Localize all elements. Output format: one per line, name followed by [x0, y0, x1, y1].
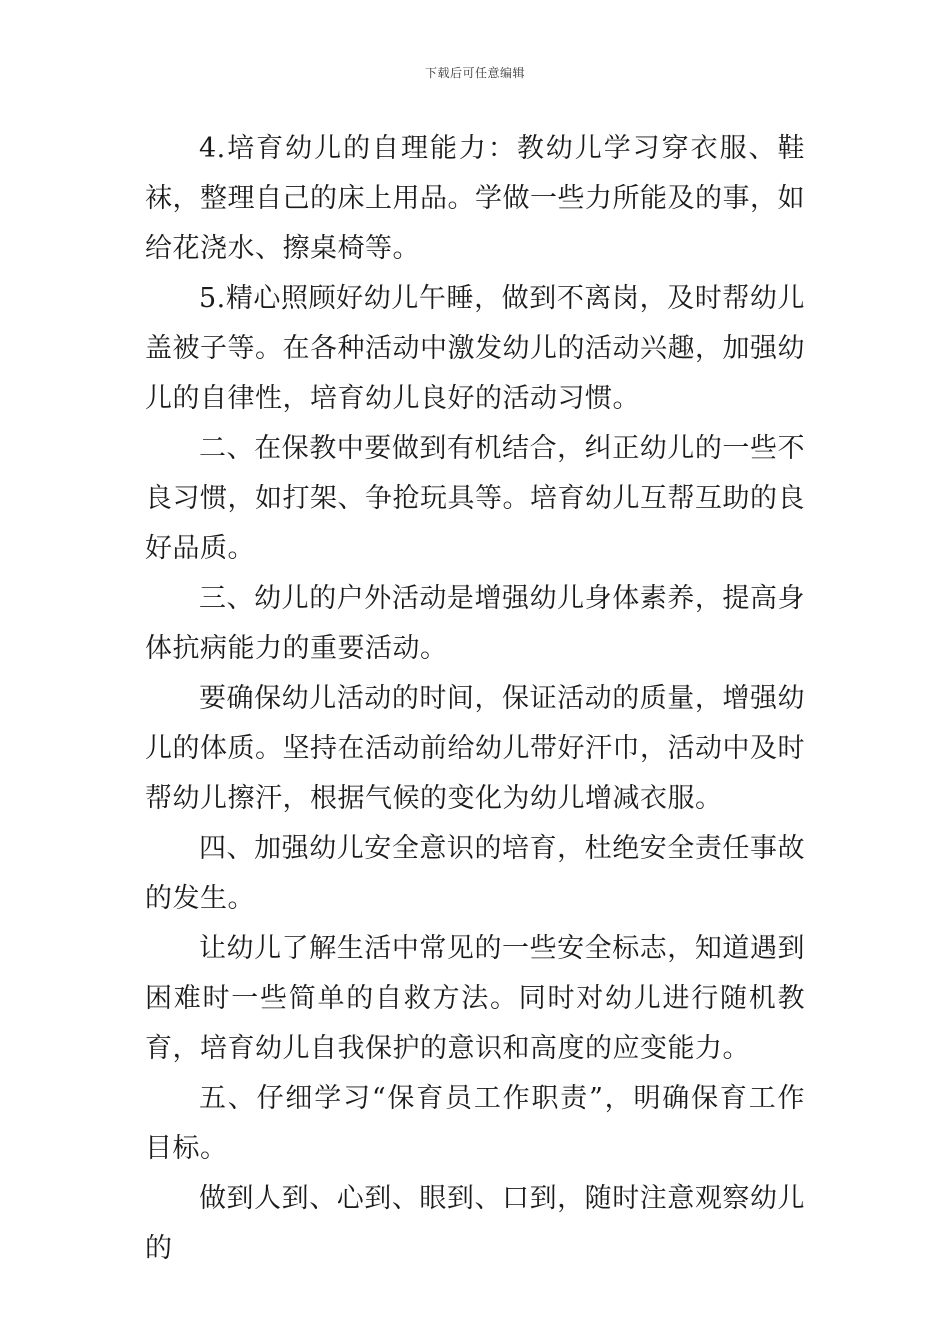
paragraph-activity-time: 要确保幼儿活动的时间，保证活动的质量，增强幼儿的体质。坚持在活动前给幼儿带好汗巾，活动中及时帮幼儿擦汗，根据气候的变化为幼儿增减衣服。 [145, 683, 805, 814]
document-body [145, 124, 805, 1274]
page-header: 下载后可任意编辑 [424, 66, 525, 80]
paragraph-section-five: 五、仔细学习“保育员工作职责”，明确保育工作目标。 [145, 1083, 805, 1164]
paragraph-section-three: 三、幼儿的户外活动是增强幼儿身体素养，提高身体抗病能力的重要活动。 [145, 583, 805, 664]
paragraph-self-care: 4.培育幼儿的自理能力：教幼儿学习穿衣服、鞋袜，整理自己的床上用品。学做一些力所能及的事，如给花浇水、擦桌椅等。 [145, 133, 805, 264]
paragraph-section-four: 四、加强幼儿安全意识的培育，杜绝安全责任事故的发生。 [145, 833, 805, 914]
paragraph-safety-signs: 让幼儿了解生活中常见的一些安全标志，知道遇到困难时一些简单的自救方法。同时对幼儿进行随机教育，培育幼儿自我保护的意识和高度的应变能力。 [145, 933, 805, 1064]
paragraph-nap-care: 5.精心照顾好幼儿午睡，做到不离岗，及时帮幼儿盖被子等。在各种活动中激发幼儿的活动兴趣，加强幼儿的自律性，培育幼儿良好的活动习惯。 [145, 283, 805, 414]
paragraph-observation: 做到人到、心到、眼到、口到，随时注意观察幼儿的 [145, 1183, 805, 1264]
paragraph-section-two: 二、在保教中要做到有机结合，纠正幼儿的一些不良习惯，如打架、争抢玩具等。培育幼儿互帮互助的良好品质。 [145, 433, 805, 564]
